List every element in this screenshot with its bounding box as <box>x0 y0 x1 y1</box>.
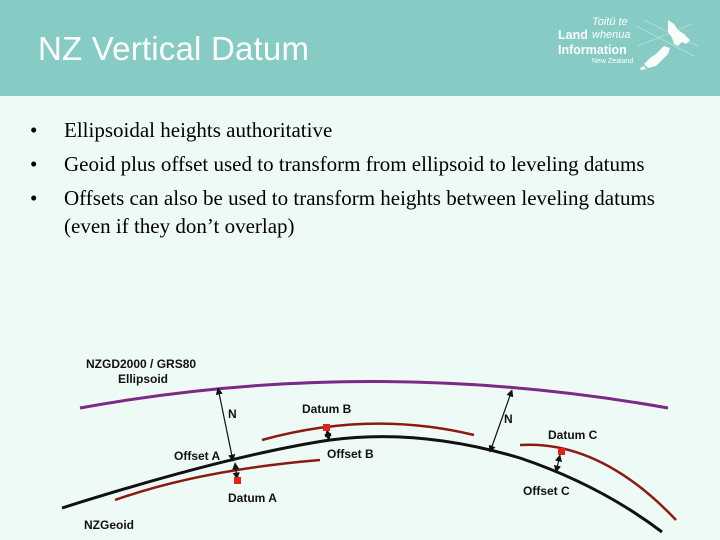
logo-line-4: New Zealand <box>592 58 634 65</box>
offset-b-arrow <box>327 430 329 440</box>
geoid-label: NZGeoid <box>84 518 134 532</box>
datum-a-line <box>115 460 320 500</box>
n-label-left: N <box>228 407 237 421</box>
logo-line-3: Information <box>558 43 627 57</box>
bullet-marker: • <box>30 186 38 210</box>
n-label-right: N <box>504 412 513 426</box>
vertical-datum-diagram <box>0 340 720 540</box>
logo-line-1: Toitū te <box>592 16 628 28</box>
bullet-item <box>30 116 690 144</box>
ellipsoid-label-line-2: Ellipsoid <box>118 372 169 386</box>
bullet-item <box>30 150 690 178</box>
bullet-item <box>30 184 690 240</box>
offset-b-label: Offset B <box>327 447 374 461</box>
datum-a-label: Datum A <box>228 491 277 505</box>
slide-title: NZ Vertical Datum <box>38 30 310 67</box>
linz-logo <box>556 16 701 72</box>
bullet-text: Offsets can also be used to transform heights between leveling datums (even if they don’t overlap) <box>64 186 655 238</box>
datum-c-label: Datum C <box>548 428 598 442</box>
ellipsoid-label-line-1: NZGD2000 / GRS80 <box>86 357 197 371</box>
offset-a-label: Offset A <box>174 449 221 463</box>
n-arrow-left <box>218 388 233 461</box>
bullet-marker: • <box>30 152 38 176</box>
datum-c-marker <box>558 448 565 455</box>
bullet-list <box>30 116 690 246</box>
slide-header <box>0 0 720 96</box>
nz-map-icon <box>634 16 700 70</box>
bullet-text: Geoid plus offset used to transform from ellipsoid to leveling datums <box>64 152 645 176</box>
bullet-text: Ellipsoidal heights authoritative <box>64 118 333 142</box>
datum-b-marker <box>323 424 330 431</box>
offset-c-arrow <box>556 455 560 472</box>
datum-c-line <box>520 445 676 520</box>
datum-a-marker <box>234 477 241 484</box>
ellipsoid-curve <box>80 382 668 409</box>
datum-b-label: Datum B <box>302 402 352 416</box>
bullet-marker: • <box>30 118 38 142</box>
logo-line-2-bold: Land <box>558 28 588 42</box>
logo-line-2-italic: whenua <box>592 29 631 41</box>
offset-c-label: Offset C <box>523 484 570 498</box>
